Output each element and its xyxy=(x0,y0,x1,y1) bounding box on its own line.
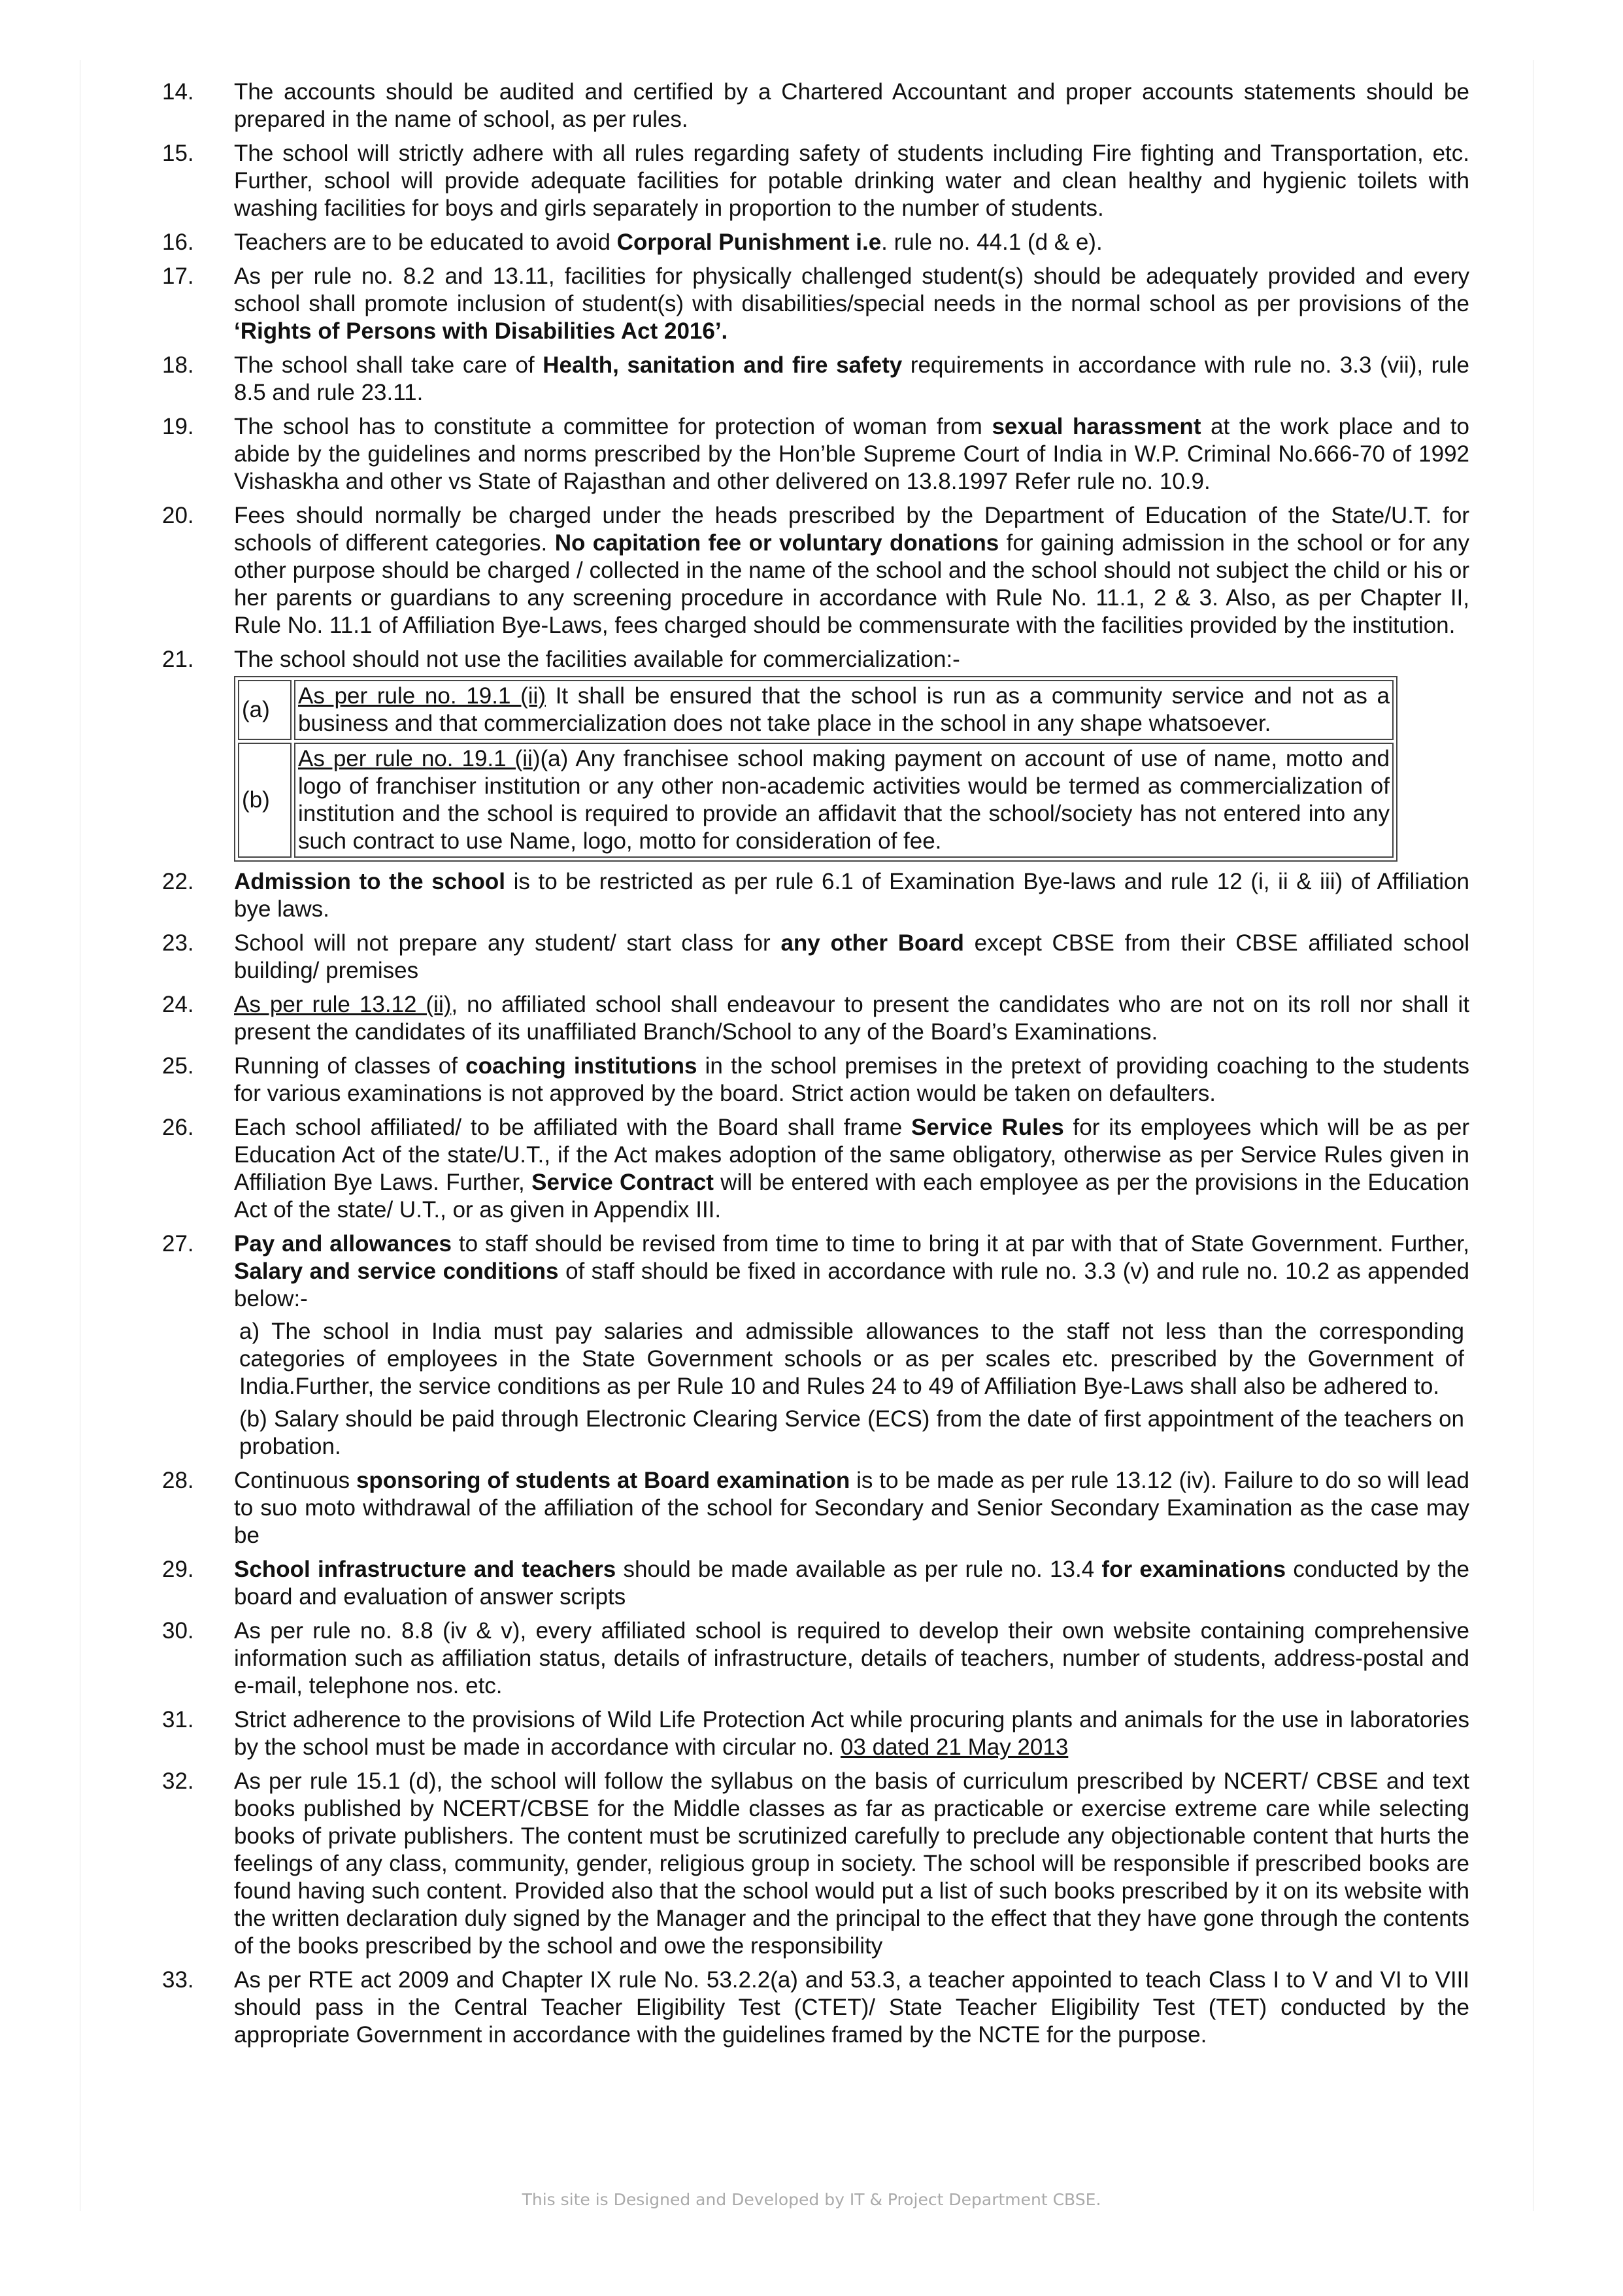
bold-emphasis: coaching institutions xyxy=(465,1053,697,1079)
text-run: The school shall take care of xyxy=(234,352,543,378)
underlined-reference: 03 dated 21 May 2013 xyxy=(840,1734,1069,1760)
bold-emphasis: Service Rules xyxy=(911,1115,1064,1140)
bold-emphasis: Corporal Punishment i.e xyxy=(616,229,882,255)
rule-item-16 xyxy=(162,229,1469,256)
item-text xyxy=(234,1768,1469,1960)
item-text xyxy=(234,868,1469,923)
text-run: for gaining admission in the school or for any other purpose should be charged / collected in the name of the school and the school should not subject the child or his or her parents or guardians to any screening procedure in accordance with Rule No. 11.1, 2 & 3. Also, as per Chapter II, Rule No. 11.1 of Affiliation Bye-Laws, fees charged should be commensurate with the facilities provided by the institution. xyxy=(234,530,1469,638)
item-number: 32. xyxy=(162,1768,194,1794)
rule-item-14 xyxy=(162,78,1469,133)
rule-item-17 xyxy=(162,263,1469,345)
commercialization-table xyxy=(234,676,1397,862)
text-run: for its employees which will be as per Education Act of the state/U.T., if the Act makes adoption of the same obligatory, otherwise as per Service Rules given in Affiliation Bye Laws. Further, xyxy=(234,1115,1469,1195)
item-number: 16. xyxy=(162,229,194,255)
item-number: 17. xyxy=(162,263,194,289)
item-number: 26. xyxy=(162,1115,194,1140)
item-text xyxy=(234,1556,1469,1611)
text-run: is to be restricted as per rule 6.1 of Examination Bye-laws and rule 12 (i, ii & iii) of Affiliation bye laws. xyxy=(234,869,1469,922)
bold-emphasis: sexual harassment xyxy=(992,414,1201,439)
rule-item-19 xyxy=(162,413,1469,496)
rule-item-29 xyxy=(162,1556,1469,1611)
item-text xyxy=(234,229,1469,256)
text-run: School will not prepare any student/ start class for xyxy=(234,930,781,956)
rule-item-33 xyxy=(162,1967,1469,2049)
salary-paragraph-b: (b) Salary should be paid through Electronic Clearing Service (ECS) from the date of first appointment of the teachers on probation. xyxy=(239,1406,1464,1459)
bold-emphasis: for examinations xyxy=(1101,1557,1286,1582)
item-text xyxy=(234,991,1469,1046)
item-text xyxy=(234,1467,1469,1549)
rule-item-20 xyxy=(162,502,1469,639)
item-number: 28. xyxy=(162,1468,194,1493)
bold-emphasis: School infrastructure and teachers xyxy=(234,1557,616,1582)
item-number: 29. xyxy=(162,1557,194,1582)
text-run: Strict adherence to the provisions of Wild Life Protection Act while procuring plants and animals for the use in laboratories by the school must be made in accordance with circular no. xyxy=(234,1707,1469,1760)
rule-item-24 xyxy=(162,991,1469,1046)
item-number: 15. xyxy=(162,141,194,166)
text-run: The school will strictly adhere with all rules regarding safety of students including Fire fighting and Transportation, etc. Further, school will provide adequate facilities for potable drinking water and clean healthy and hygienic toilets with washing facilities for boys and girls separately in proportion to the number of students. xyxy=(234,141,1469,221)
rule-item-18 xyxy=(162,352,1469,407)
text-run: . rule no. 44.1 (d & e). xyxy=(881,229,1103,255)
underlined-reference: As per rule 13.12 (ii) xyxy=(234,992,452,1017)
text-run: , no affiliated school shall endeavour to present the candidates who are not on its roll nor shall it present the candidates of its unaffiliated Branch/School to any of the Board’s Examinations. xyxy=(234,992,1469,1045)
text-run: Each school affiliated/ to be affiliated with the Board shall frame xyxy=(234,1115,912,1140)
text-run: As per rule no. 8.8 (iv & v), every affiliated school is required to develop their own website containing comprehensive information such as affiliation status, details of infrastructure, details of teachers, number of students, address-postal and e-mail, telephone nos. etc. xyxy=(234,1618,1469,1698)
site-credit-footer: This site is Designed and Developed by IT & Project Department CBSE. xyxy=(522,2190,1101,2209)
rule-item-23 xyxy=(162,930,1469,985)
salary-paragraph-a: a) The school in India must pay salaries and admissible allowances to the staff not less than the corresponding categories of employees in the State Government schools or as per scales etc. prescribed by the Government of India.Further, the service conditions as per Rule 10 and Rules 24 to 49 of Affiliation Bye-Laws shall also be adhered to. xyxy=(239,1319,1464,1399)
text-run: Running of classes of xyxy=(234,1053,466,1079)
text-run: will be entered with each employee as per the provisions in the Education Act of the state/ U.T., or as given in Appendix III. xyxy=(234,1170,1469,1223)
bold-emphasis: Admission to the school xyxy=(234,869,506,894)
text-run: in the school premises in the pretext of providing coaching to the students for various examinations is not approved by the board. Strict action would be taken on defaulters. xyxy=(234,1053,1469,1106)
text-run: Fees should normally be charged under the heads prescribed by the Department of Education of the State/U.T. for schools of different categories. xyxy=(234,503,1469,556)
text-run: to staff should be revised from time to time to bring it at par with that of State Government. Further, xyxy=(451,1231,1469,1257)
text-run: The school has to constitute a committee for protection of woman from xyxy=(234,414,992,439)
item-text xyxy=(234,1114,1469,1224)
item-text xyxy=(234,930,1469,985)
text-run: As per rule no. 8.2 and 13.11, facilities for physically challenged student(s) should be adequately provided and every school shall promote inclusion of student(s) with disabilities/special needs in the normal school as per provisions of the xyxy=(234,263,1469,316)
text-run: at the work place and to abide by the guidelines and norms prescribed by the Hon’ble Supreme Court of India in W.P. Criminal No.666-70 of 1992 Vishaskha and other vs State of Rajasthan and other delivered on 13.8.1997 Refer rule no. 10.9. xyxy=(234,414,1469,494)
item-number: 23. xyxy=(162,930,194,956)
bold-emphasis: Service Contract xyxy=(531,1170,714,1195)
text-run: The accounts should be audited and certified by a Chartered Accountant and proper accounts statements should be prepared in the name of school, as per rules. xyxy=(234,79,1469,132)
row-label: (b) xyxy=(238,743,292,858)
text-run: It shall be ensured that the school is run as a community service and not as a business and that commercialization does not take place in the school in any shape whatsoever. xyxy=(298,683,1390,736)
rule-item-25 xyxy=(162,1053,1469,1107)
bold-emphasis: sponsoring of students at Board examination xyxy=(356,1468,850,1493)
item-number: 27. xyxy=(162,1231,194,1257)
bold-emphasis: Health, sanitation and fire safety xyxy=(543,352,903,378)
text-run: The school should not use the facilities available for commercialization:- xyxy=(234,647,960,672)
item-number: 19. xyxy=(162,414,194,439)
item-text xyxy=(234,413,1469,496)
item-number: 22. xyxy=(162,869,194,894)
item-number: 25. xyxy=(162,1053,194,1079)
item-number: 20. xyxy=(162,503,194,528)
item-number: 24. xyxy=(162,992,194,1017)
rule-item-15 xyxy=(162,140,1469,222)
item-text xyxy=(234,78,1469,133)
text-run: conducted by the board and evaluation of answer scripts xyxy=(234,1557,1469,1610)
text-run: of staff should be fixed in accordance with rule no. 3.3 (v) and rule no. 10.2 as appended below:- xyxy=(234,1258,1469,1311)
table-row xyxy=(238,743,1394,858)
row-label: (a) xyxy=(238,680,292,740)
text-run: requirements in accordance with rule no. 3.3 (vii), rule 8.5 and rule 23.11. xyxy=(234,352,1469,405)
item-number: 14. xyxy=(162,79,194,105)
item-text xyxy=(234,646,1469,673)
item-text xyxy=(234,1967,1469,2049)
bold-emphasis: Pay and allowances xyxy=(234,1231,452,1257)
bold-emphasis: any other Board xyxy=(780,930,964,956)
rule-item-32 xyxy=(162,1768,1469,1960)
item-text xyxy=(234,1230,1469,1313)
item-text xyxy=(234,140,1469,222)
row-text xyxy=(294,680,1394,740)
rule-item-27 xyxy=(162,1230,1469,1460)
text-run: As per rule 15.1 (d), the school will follow the syllabus on the basis of curriculum prescribed by NCERT/ CBSE and text books published by NCERT/CBSE for the Middle classes as far as practicable or exercise extreme care while selecting books of private publishers. The content must be scrutinized carefully to preclude any objectionable content that hurts the feelings of any class, community, gender, religious group in society. The school will be responsible if prescribed books are found having such content. Provided also that the school would put a list of such books prescribed by it on its website with the written declaration duly signed by the Manager and the principal to the effect that they have gone through the contents of the books prescribed by the school and owe the responsibility xyxy=(234,1768,1469,1959)
rule-item-28 xyxy=(162,1467,1469,1549)
text-run: )(a) Any franchisee school making payment on account of use of name, motto and logo of franchiser institution or any other non-academic activities would be termed as commercialization of institution and the school is required to provide an affidavit that the school/society has not entered into any such contract to use Name, logo, motto for consideration of fee. xyxy=(298,746,1390,854)
rule-item-21 xyxy=(162,646,1469,862)
text-run: is to be made as per rule 13.12 (iv). Failure to do so will lead to suo moto withdrawal of the affiliation of the school for Secondary and Senior Secondary Examination as the case may be xyxy=(234,1468,1469,1548)
document-body xyxy=(162,78,1469,2197)
text-run: except CBSE from their CBSE affiliated school building/ premises xyxy=(234,930,1469,983)
item-text xyxy=(234,263,1469,345)
rule-item-30 xyxy=(162,1617,1469,1700)
underlined-reference: As per rule no. 19.1 (ii xyxy=(298,746,533,771)
text-run: should be made available as per rule no. 13.4 xyxy=(616,1557,1102,1582)
item-number: 33. xyxy=(162,1967,194,1993)
item-number: 18. xyxy=(162,352,194,378)
item-text xyxy=(234,1053,1469,1107)
bold-emphasis: ‘Rights of Persons with Disabilities Act 2016’. xyxy=(234,318,728,344)
item-text xyxy=(234,1617,1469,1700)
text-run: Continuous xyxy=(234,1468,356,1493)
item-text xyxy=(234,352,1469,407)
item-text xyxy=(234,502,1469,639)
item-text xyxy=(234,1706,1469,1761)
item-number: 30. xyxy=(162,1618,194,1644)
text-run: As per RTE act 2009 and Chapter IX rule No. 53.2.2(a) and 53.3, a teacher appointed to teach Class I to V and VI to VIII should pass in the Central Teacher Eligibility Test (CTET)/ State Teacher Eligibility Test (TET) conducted by the appropriate Government in accordance with the guidelines framed by the NCTE for the purpose. xyxy=(234,1967,1469,2048)
underlined-reference: As per rule no. 19.1 (ii) xyxy=(298,683,546,709)
item-number: 31. xyxy=(162,1707,194,1732)
rule-item-31 xyxy=(162,1706,1469,1761)
text-run: Teachers are to be educated to avoid xyxy=(234,229,617,255)
rule-item-26 xyxy=(162,1114,1469,1224)
table-row xyxy=(238,680,1394,740)
bold-emphasis: Salary and service conditions xyxy=(234,1258,559,1284)
row-text xyxy=(294,743,1394,858)
item-number: 21. xyxy=(162,647,194,672)
bold-emphasis: No capitation fee or voluntary donations xyxy=(554,530,999,556)
rule-item-22 xyxy=(162,868,1469,923)
